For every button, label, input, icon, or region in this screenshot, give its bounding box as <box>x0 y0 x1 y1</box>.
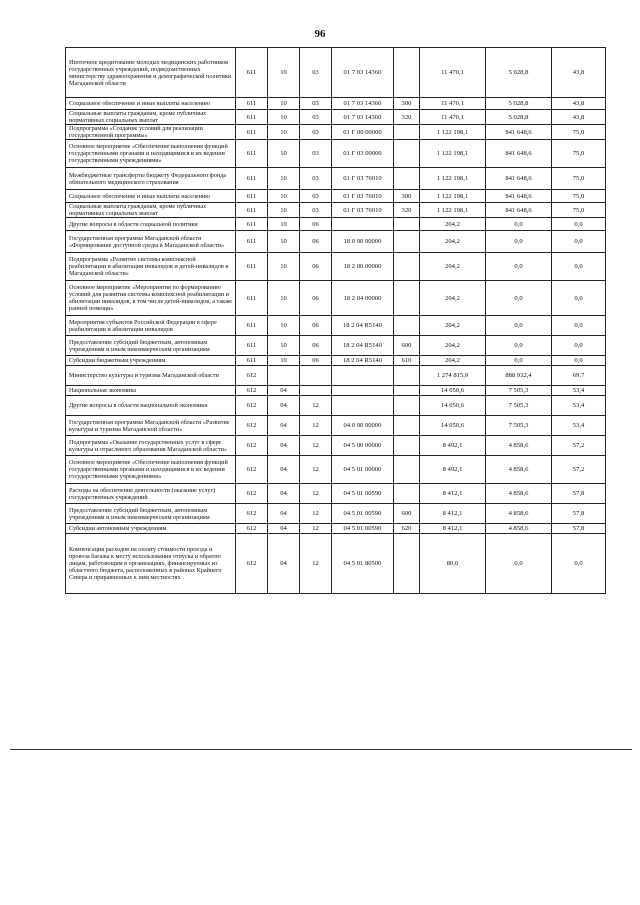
table-row <box>66 416 606 436</box>
cell-vr <box>394 416 420 436</box>
cell-pct: 43,8 <box>552 48 606 98</box>
cell-fact: 841 648,6 <box>486 125 552 140</box>
cell-vr <box>394 48 420 98</box>
cell-ved: 612 <box>236 484 268 504</box>
cell-pct: 75,0 <box>552 203 606 218</box>
cell-name: Предоставление субсидий бюджетным, автономным учреждениям и иным некоммерческим организациям <box>66 336 236 356</box>
cell-csr: 01 7 03 14360 <box>332 110 394 125</box>
cell-plan: 8 492,1 <box>420 456 486 484</box>
cell-fact: 4 858,6 <box>486 524 552 534</box>
cell-vr <box>394 125 420 140</box>
cell-ved: 611 <box>236 140 268 168</box>
cell-ved: 612 <box>236 386 268 396</box>
cell-rz: 04 <box>268 396 300 416</box>
cell-vr: 320 <box>394 203 420 218</box>
cell-name: Другие вопросы в области национальной экономики <box>66 396 236 416</box>
cell-plan: 204,2 <box>420 356 486 366</box>
cell-vr <box>394 231 420 253</box>
cell-plan: 14 050,6 <box>420 396 486 416</box>
cell-fact: 0,0 <box>486 356 552 366</box>
cell-pct: 0,0 <box>552 316 606 336</box>
cell-name: Основное мероприятие «Мероприятия по формированию условий для развития системы комплексной реабилитации и абилитации инвалидов, в том числе детей-инвалидов, а также ранней помощи» <box>66 281 236 316</box>
cell-rz: 10 <box>268 203 300 218</box>
cell-rz: 04 <box>268 436 300 456</box>
cell-ved: 611 <box>236 125 268 140</box>
cell-pct: 75,0 <box>552 140 606 168</box>
cell-csr: 01 Г 03 76010 <box>332 190 394 203</box>
cell-rz: 10 <box>268 125 300 140</box>
cell-fact: 5 028,8 <box>486 98 552 110</box>
cell-rz: 10 <box>268 168 300 190</box>
cell-vr <box>394 366 420 386</box>
cell-name: Национальная экономика <box>66 386 236 396</box>
cell-plan: 1 122 198,1 <box>420 190 486 203</box>
cell-rz: 10 <box>268 336 300 356</box>
cell-pct: 57,2 <box>552 436 606 456</box>
cell-pr: 12 <box>300 456 332 484</box>
table-row <box>66 110 606 125</box>
cell-ved: 611 <box>236 281 268 316</box>
cell-fact: 841 648,6 <box>486 190 552 203</box>
cell-name: Социальные выплаты гражданам, кроме публичных нормативных социальных выплат <box>66 110 236 125</box>
cell-csr: 18 2 04 R5140 <box>332 316 394 336</box>
cell-pr <box>300 366 332 386</box>
cell-fact: 0,0 <box>486 534 552 594</box>
cell-rz: 10 <box>268 281 300 316</box>
cell-pr: 06 <box>300 231 332 253</box>
table-row <box>66 456 606 484</box>
cell-rz: 10 <box>268 218 300 231</box>
cell-plan: 8 412,1 <box>420 524 486 534</box>
cell-fact: 0,0 <box>486 336 552 356</box>
cell-plan: 1 122 198,1 <box>420 168 486 190</box>
cell-plan: 204,2 <box>420 281 486 316</box>
table-row <box>66 436 606 456</box>
cell-plan: 1 122 198,1 <box>420 140 486 168</box>
cell-rz: 04 <box>268 386 300 396</box>
cell-pr: 03 <box>300 203 332 218</box>
table-row <box>66 336 606 356</box>
cell-pct: 75,0 <box>552 168 606 190</box>
cell-pr: 03 <box>300 125 332 140</box>
table-row <box>66 140 606 168</box>
table-row <box>66 48 606 98</box>
cell-rz: 10 <box>268 253 300 281</box>
cell-name: Другие вопросы в области социальной политики <box>66 218 236 231</box>
cell-name: Ипотечное кредитование молодых медицинских работников государственных учреждений, подведомственных министерству здравоохранения и демографической политики Магаданской области <box>66 48 236 98</box>
cell-ved: 612 <box>236 534 268 594</box>
cell-pr: 06 <box>300 316 332 336</box>
cell-plan: 14 050,6 <box>420 386 486 396</box>
cell-vr <box>394 316 420 336</box>
cell-pct: 57,2 <box>552 456 606 484</box>
cell-rz: 10 <box>268 316 300 336</box>
cell-name: Подпрограмма «Оказание государственных услуг в сфере культуры и отраслевого образования Магаданской области» <box>66 436 236 456</box>
cell-csr: 18 2 00 00000 <box>332 253 394 281</box>
cell-ved: 611 <box>236 316 268 336</box>
cell-ved: 612 <box>236 416 268 436</box>
cell-plan: 11 470,1 <box>420 98 486 110</box>
cell-vr: 620 <box>394 524 420 534</box>
cell-ved: 611 <box>236 110 268 125</box>
cell-csr: 01 Г 03 76010 <box>332 168 394 190</box>
cell-vr: 300 <box>394 190 420 203</box>
cell-plan: 204,2 <box>420 218 486 231</box>
cell-pr: 12 <box>300 504 332 524</box>
cell-fact: 841 648,6 <box>486 168 552 190</box>
cell-plan: 1 122 198,1 <box>420 203 486 218</box>
cell-ved: 612 <box>236 524 268 534</box>
cell-ved: 611 <box>236 168 268 190</box>
cell-pr: 06 <box>300 281 332 316</box>
cell-name: Предоставление субсидий бюджетным, автономным учреждениям и иным некоммерческим организациям <box>66 504 236 524</box>
cell-pct: 0,0 <box>552 253 606 281</box>
cell-pr: 03 <box>300 98 332 110</box>
cell-pr: 06 <box>300 336 332 356</box>
cell-ved: 611 <box>236 190 268 203</box>
table-row <box>66 504 606 524</box>
cell-name: Государственная программа Магаданской области «Развитие культуры и туризма Магаданской области» <box>66 416 236 436</box>
cell-vr <box>394 436 420 456</box>
cell-plan: 1 274 815,9 <box>420 366 486 386</box>
cell-ved: 611 <box>236 253 268 281</box>
cell-name: Основное мероприятие «Обеспечение выполнения функций государственными органами и находящимися в их ведении государственными учреждениями» <box>66 140 236 168</box>
cell-pct: 0,0 <box>552 534 606 594</box>
cell-rz: 10 <box>268 190 300 203</box>
table-row <box>66 386 606 396</box>
cell-ved: 612 <box>236 456 268 484</box>
cell-fact: 7 505,3 <box>486 416 552 436</box>
cell-name: Государственная программа Магаданской области «Формирование доступной среды в Магаданской области» <box>66 231 236 253</box>
cell-plan: 204,2 <box>420 253 486 281</box>
cell-csr: 18 2 04 R5140 <box>332 356 394 366</box>
cell-pct: 53,4 <box>552 396 606 416</box>
cell-rz: 04 <box>268 416 300 436</box>
cell-fact: 0,0 <box>486 218 552 231</box>
cell-pr <box>300 386 332 396</box>
cell-name: Социальное обеспечение и иные выплаты населению <box>66 190 236 203</box>
table-row <box>66 316 606 336</box>
cell-fact: 4 858,6 <box>486 484 552 504</box>
cell-pct: 53,4 <box>552 416 606 436</box>
cell-pct: 0,0 <box>552 336 606 356</box>
cell-pct: 43,8 <box>552 110 606 125</box>
table-row <box>66 396 606 416</box>
budget-table <box>65 47 606 594</box>
cell-name: Межбюджетные трансферты бюджету Федерального фонда обязательного медицинского страхования <box>66 168 236 190</box>
cell-plan: 80,0 <box>420 534 486 594</box>
cell-csr: 04 5 01 00590 <box>332 484 394 504</box>
cell-name: Основное мероприятие «Обеспечение выполнения функций государственными органами и находящимися в их ведении государственными учреждениями» <box>66 456 236 484</box>
cell-name: Министерство культуры и туризма Магаданской области <box>66 366 236 386</box>
cell-plan: 11 470,1 <box>420 48 486 98</box>
cell-fact: 5 028,8 <box>486 110 552 125</box>
table-row <box>66 366 606 386</box>
cell-fact: 0,0 <box>486 281 552 316</box>
cell-fact: 0,0 <box>486 316 552 336</box>
cell-csr: 01 Г 03 00000 <box>332 140 394 168</box>
cell-pct: 0,0 <box>552 356 606 366</box>
cell-ved: 611 <box>236 336 268 356</box>
cell-fact: 841 648,6 <box>486 140 552 168</box>
cell-ved: 611 <box>236 48 268 98</box>
cell-ved: 611 <box>236 231 268 253</box>
cell-pr: 06 <box>300 356 332 366</box>
page-number: 96 <box>314 28 326 40</box>
cell-csr: 18 0 00 00000 <box>332 231 394 253</box>
cell-fact: 4 858,6 <box>486 436 552 456</box>
cell-pr: 12 <box>300 416 332 436</box>
cell-ved: 611 <box>236 218 268 231</box>
cell-name: Субсидии бюджетным учреждениям <box>66 356 236 366</box>
cell-rz: 10 <box>268 231 300 253</box>
cell-vr <box>394 168 420 190</box>
cell-pr: 06 <box>300 218 332 231</box>
cell-name: Социальное обеспечение и иные выплаты населению <box>66 98 236 110</box>
table-row <box>66 98 606 110</box>
cell-name: Расходы на обеспечение деятельности (оказание услуг) государственных учреждений <box>66 484 236 504</box>
cell-plan: 204,2 <box>420 336 486 356</box>
cell-rz: 04 <box>268 456 300 484</box>
cell-csr: 04 5 01 80500 <box>332 534 394 594</box>
cell-vr <box>394 484 420 504</box>
cell-csr <box>332 396 394 416</box>
cell-rz: 10 <box>268 110 300 125</box>
table-row <box>66 253 606 281</box>
cell-pct: 53,4 <box>552 386 606 396</box>
cell-name: Компенсация расходов на оплату стоимости проезда и провоза багажа к месту использования отпуска и обратно лицам, работающим в организациях, финансируемых из областного бюджета, расположенных в районах Крайнего Севера и приравненных к ним местностях <box>66 534 236 594</box>
cell-csr: 04 0 00 00000 <box>332 416 394 436</box>
cell-pr: 12 <box>300 524 332 534</box>
cell-pct: 0,0 <box>552 281 606 316</box>
cell-fact: 0,0 <box>486 253 552 281</box>
cell-vr <box>394 253 420 281</box>
cell-plan: 11 470,1 <box>420 110 486 125</box>
cell-fact: 841 648,6 <box>486 203 552 218</box>
cell-plan: 8 412,1 <box>420 504 486 524</box>
cell-csr: 18 2 04 R5140 <box>332 336 394 356</box>
cell-plan: 204,2 <box>420 231 486 253</box>
cell-pct: 43,8 <box>552 98 606 110</box>
cell-ved: 612 <box>236 436 268 456</box>
cell-rz: 04 <box>268 504 300 524</box>
cell-pr: 12 <box>300 484 332 504</box>
cell-csr <box>332 218 394 231</box>
cell-vr: 300 <box>394 98 420 110</box>
cell-pr: 06 <box>300 253 332 281</box>
cell-vr: 610 <box>394 356 420 366</box>
cell-ved: 611 <box>236 203 268 218</box>
bottom-divider <box>10 749 632 750</box>
cell-rz: 04 <box>268 484 300 504</box>
cell-name: Мероприятия субъектов Российской Федерации в сфере реабилитации и абилитации инвалидов <box>66 316 236 336</box>
cell-csr: 01 7 03 14360 <box>332 48 394 98</box>
cell-rz: 10 <box>268 48 300 98</box>
cell-ved: 612 <box>236 366 268 386</box>
cell-ved: 612 <box>236 396 268 416</box>
cell-fact: 4 858,6 <box>486 456 552 484</box>
cell-ved: 611 <box>236 356 268 366</box>
cell-pr: 12 <box>300 534 332 594</box>
cell-name: Субсидии автономным учреждениям <box>66 524 236 534</box>
cell-pct: 0,0 <box>552 231 606 253</box>
cell-pr: 03 <box>300 190 332 203</box>
cell-vr <box>394 386 420 396</box>
cell-pr: 12 <box>300 396 332 416</box>
table-row <box>66 534 606 594</box>
cell-ved: 611 <box>236 98 268 110</box>
table-row <box>66 281 606 316</box>
cell-vr: 320 <box>394 110 420 125</box>
cell-csr: 01 Г 00 00000 <box>332 125 394 140</box>
cell-fact: 0,0 <box>486 231 552 253</box>
cell-plan: 8 412,1 <box>420 484 486 504</box>
cell-csr: 04 5 01 00590 <box>332 524 394 534</box>
table-row <box>66 484 606 504</box>
cell-vr <box>394 396 420 416</box>
cell-csr: 01 7 03 14360 <box>332 98 394 110</box>
cell-name: Подпрограмма «Развитие системы комплексной реабилитации и абилитации инвалидов и детей-инвалидов в Магаданской области» <box>66 253 236 281</box>
cell-vr <box>394 281 420 316</box>
cell-fact: 888 932,4 <box>486 366 552 386</box>
cell-pr: 03 <box>300 110 332 125</box>
cell-fact: 5 028,8 <box>486 48 552 98</box>
cell-csr: 04 5 01 00000 <box>332 456 394 484</box>
cell-plan: 8 492,1 <box>420 436 486 456</box>
table-row <box>66 218 606 231</box>
cell-fact: 7 505,3 <box>486 396 552 416</box>
cell-rz: 04 <box>268 534 300 594</box>
cell-pr: 03 <box>300 48 332 98</box>
cell-pr: 03 <box>300 168 332 190</box>
cell-pct: 57,8 <box>552 504 606 524</box>
cell-pct: 75,0 <box>552 125 606 140</box>
cell-vr <box>394 456 420 484</box>
cell-pct: 75,0 <box>552 190 606 203</box>
cell-plan: 14 050,6 <box>420 416 486 436</box>
cell-rz: 04 <box>268 524 300 534</box>
cell-vr <box>394 218 420 231</box>
cell-csr: 04 5 00 00000 <box>332 436 394 456</box>
table-row <box>66 356 606 366</box>
cell-pct: 57,8 <box>552 484 606 504</box>
cell-plan: 204,2 <box>420 316 486 336</box>
cell-vr: 600 <box>394 504 420 524</box>
cell-vr: 600 <box>394 336 420 356</box>
cell-rz: 10 <box>268 140 300 168</box>
cell-name: Социальные выплаты гражданам, кроме публичных нормативных социальных выплат <box>66 203 236 218</box>
table-body <box>66 48 606 594</box>
cell-ved: 612 <box>236 504 268 524</box>
cell-fact: 4 858,6 <box>486 504 552 524</box>
cell-rz <box>268 366 300 386</box>
cell-pct: 57,8 <box>552 524 606 534</box>
cell-pr: 12 <box>300 436 332 456</box>
table-row <box>66 524 606 534</box>
cell-name: Подпрограмма «Создание условий для реализации государственной программы» <box>66 125 236 140</box>
cell-pct: 69,7 <box>552 366 606 386</box>
cell-plan: 1 122 198,1 <box>420 125 486 140</box>
table-row <box>66 190 606 203</box>
cell-vr <box>394 140 420 168</box>
cell-rz: 10 <box>268 356 300 366</box>
table-row <box>66 168 606 190</box>
cell-csr <box>332 366 394 386</box>
table-row <box>66 231 606 253</box>
cell-csr: 01 Г 03 76010 <box>332 203 394 218</box>
cell-rz: 10 <box>268 98 300 110</box>
cell-vr <box>394 534 420 594</box>
cell-pr: 03 <box>300 140 332 168</box>
cell-pct: 0,0 <box>552 218 606 231</box>
table-row <box>66 125 606 140</box>
cell-csr <box>332 386 394 396</box>
cell-csr: 18 2 04 00000 <box>332 281 394 316</box>
cell-fact: 7 505,3 <box>486 386 552 396</box>
table-row <box>66 203 606 218</box>
cell-csr: 04 5 01 00590 <box>332 504 394 524</box>
